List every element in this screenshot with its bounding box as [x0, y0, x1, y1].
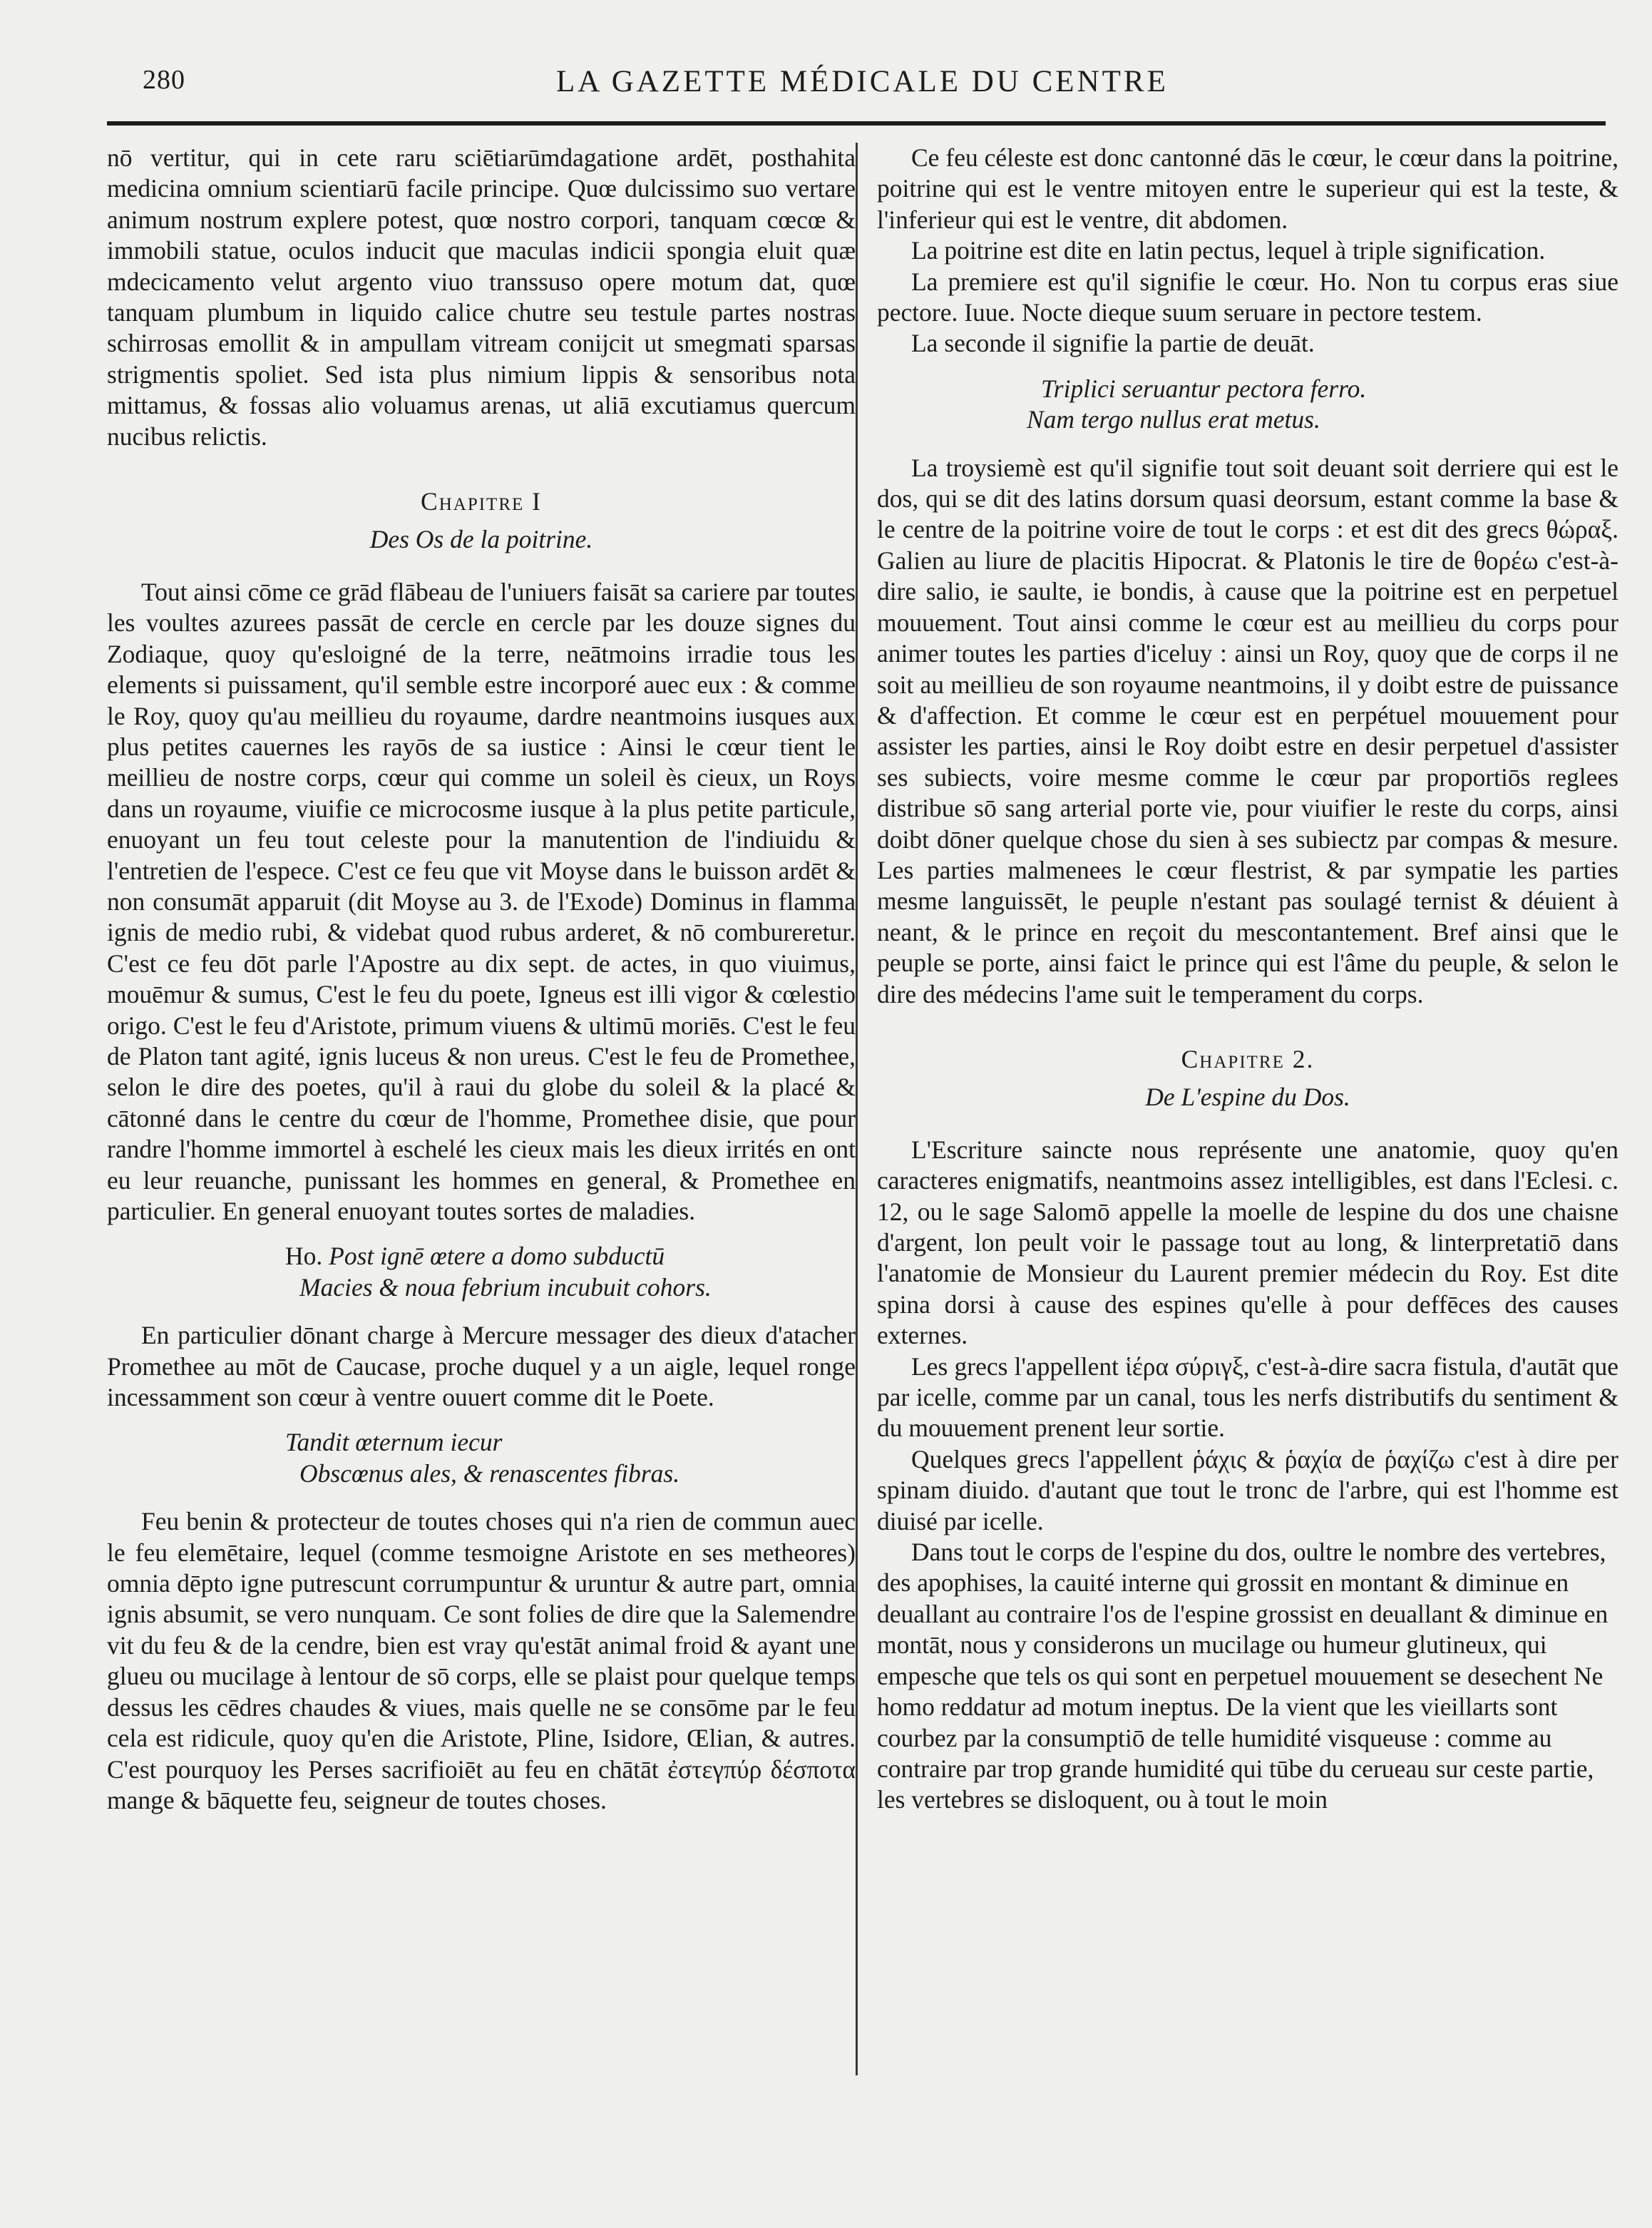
- verse-line: Nam tergo nullus erat metus.: [1027, 405, 1320, 434]
- paragraph: Feu benin & protecteur de toutes choses qui n'a rien de commun auec le feu elemētaire, lequel (comme tesmoigne Aristote en ses metheores) omnia dēpto igne putrescunt corrumpuntur & uruntur & autre part, omnia ignis absumit, se vero nunquam. Ce sont folies de dire que la Salemendre vit du feu & de la cendre, bien est vray qu'estāt animal froid & ayant une glueu ou mucilage à lentour de sō corps, elle se plaist pour quelque temps dessus les cēdres chaudes & viues, mais quelle ne se consōme par le feu cela est ridicule, quoy qu'en die Aristote, Pline, Isidore, Œlian, & autres. C'est pourquoy les Perses sacrifioiēt au feu en chātāt ἐστεγπύρ δέσποτα mange & bāquette feu, seigneur de toutes choses.: [107, 1507, 856, 1814]
- chapter-subheading: De L'espine du Dos.: [1145, 1083, 1350, 1112]
- verse-line: Obscœnus ales, & renascentes fibras.: [299, 1458, 680, 1488]
- chapter-heading: Chapitre 2.: [1181, 1044, 1315, 1073]
- paragraph: Ce feu céleste est donc cantonné dās le cœur, le cœur dans la poitrine, poitrine qui est le ventre mitoyen entre le superieur qui est la teste, & l'inferieur qui est le ventre, dit abdomen.: [877, 143, 1618, 234]
- paragraph: En particulier dōnant charge à Mercure messager des dieux d'atacher Promethee au mōt de Caucase, proche duquel y a un aigle, lequel ronge incessamment son cœur à ventre ouuert comme dit le Poete.: [107, 1321, 856, 1412]
- paragraph: La premiere est qu'il signifie le cœur. Ho. Non tu corpus eras siue pectore. Iuue. Nocte dieque suum seruare in pectore testem.: [877, 267, 1618, 327]
- running-title: LA GAZETTE MÉDICALE DU CENTRE: [556, 65, 1169, 98]
- verse-line: Macies & noua febrium incubuit cohors.: [299, 1272, 712, 1302]
- verse-line: [107, 1241, 856, 1272]
- verse-source-label: Ho.: [285, 1242, 323, 1271]
- chapter-subheading: Des Os de la poitrine.: [369, 525, 593, 554]
- column-divider: [856, 143, 858, 2075]
- paragraph: nō vertitur, qui in cete raru sciētiarūmdagatione ardēt, posthahita medicina omnium scientiarū facile principe. Quœ dulcissimo suo vertare animum nostrum explere potest, quœ nostro corpori, tanquam cœcœ & immobili statue, oculos inducit que maculas indicii spongia eluit quæ mdecicamento velut argento viuo transsuso opere motum dat, quœ tanquam plumbum in liquido calice chutre seu testule partes nostras schirrosas emollit & in ampullam vitream conijcit ut smegmati sparsas strigmentis spoliet. Sed ista plus nimium lippis & sensoribus nota mittamus, & fossas alio voluamus arenas, ut aliā excutiamus quercum nucibus relictis.: [107, 143, 856, 451]
- paragraph: La poitrine est dite en latin pectus, lequel à triple signification.: [911, 236, 1546, 265]
- paragraph: L'Escriture saincte nous représente une anatomie, quoy qu'en caracteres enigmatifs, neantmoins assez intelligibles, est dans l'Eclesi. c. 12, ou le sage Salomō appelle la moelle de lespine du dos une chaisne d'argent, lon peult voir le passage tout au long, & linterpretatiō dans l'anatomie de Monsieur du Laurent premier médecin du Roy. Est dite spina dorsi à cause des espines qu'elle à pour deffēces des causes externes.: [877, 1135, 1618, 1350]
- right-column: [877, 143, 1618, 1816]
- paragraph: Quelques grecs l'appellent ῥάχις & ῥαχία de ῥαχίζω c'est à dire per spinam diuido. d'autant que tout le tronc de l'arbre, qui est l'homme est diuisé par icelle.: [877, 1444, 1618, 1535]
- verse-text: Post ignē œtere a domo subductū: [329, 1242, 665, 1271]
- page-header: [143, 64, 1540, 107]
- left-column: [107, 143, 856, 1816]
- verse-line: Triplici seruantur pectora ferro.: [1041, 374, 1367, 403]
- verse-quote: [107, 1427, 856, 1489]
- verse-quote: [107, 1241, 856, 1303]
- verse-quote: [877, 374, 1618, 436]
- verse-line: Tandit œternum iecur: [285, 1428, 503, 1457]
- paragraph: Les grecs l'appellent ἱέρα σύριγξ, c'est-à-dire sacra fistula, d'autāt que par icelle, comme par un canal, tous les nerfs distributifs du sentiment & du mouuement prenent leur sortie.: [877, 1351, 1618, 1443]
- paragraph: La seconde il signifie la partie de deuāt.: [911, 329, 1315, 358]
- paragraph: Dans tout le corps de l'espine du dos, oultre le nombre des vertebres, des apophises, la cauité interne qui grossit en montant & diminue en deuallant au contraire l'os de l'espine grossist en deuallant & diminue en montāt, nous y considerons un mucilage ou humeur glutineux, qui empesche que tels os qui sont en perpetuel mouuement se desechent Ne homo reddatur ad motum ineptus. De la vient que les vieillarts sont courbez par la consumptiō de telle humidité visqueuse : comme au contraire par trop grande humidité qui tūbe du cerueau sur ceste partie, les vertebres se disloquent, ou à tout le moin: [877, 1538, 1609, 1814]
- page-number: 280: [143, 65, 185, 95]
- chapter-heading: Chapitre I: [421, 487, 542, 516]
- paragraph: Tout ainsi cōme ce grād flābeau de l'uniuers faisāt sa cariere par toutes les voultes azurees passāt de cercle en cercle par les douze signes du Zodiaque, quoy qu'esloigné de la terre, neātmoins irradie tous les elements si puissament, qu'il semble estre incorporé auec eux : & comme le Roy, quoy qu'au meillieu du royaume, dardre neantmoins iusques aux plus petites cauernes les rayōs de sa iustice : Ainsi le cœur tient le meillieu de nostre corps, cœur qui comme un soleil ès cieux, un Roys dans un royaume, viuifie ce microcosme iusque à la plus petite particule, enuoyant un feu tout celeste pour la manutention de l'indiuidu & l'entretien de l'espece. C'est ce feu que vit Moyse dans le buisson ardēt & non consumāt apparuit (dit Moyse au 3. de l'Exode) Dominus in flamma ignis de medio rubi, & videbat quod rubus arderet, & nō combureretur. C'est ce feu dōt parle l'Apostre au dix sept. de actes, in quo viuimus, mouēmur & sumus, C'est le feu du poete, Igneus est illi vigor & cœlestio origo. C'est le feu d'Aristote, primum viuens & ultimū moriēs. C'est le feu de Platon tant agité, ignis luceus & non ureus. C'est le feu de Promethee, selon le dire des poetes, qu'il à raui du globe du soleil & la placé & cātonné dans le centre du cœur de l'homme, Promethee disie, que pour randre l'homme immortel à eschelé les cieux mais les dieux irrités en ont eu leur reuanche, punissant les hommes en general, & Promethee en particulier. En general enuoyant toutes sortes de maladies.: [107, 577, 856, 1225]
- header-rule: [107, 121, 1606, 126]
- paragraph: La troysiemè est qu'il signifie tout soit deuant soit derriere qui est le dos, qui se dit des latins dorsum quasi deorsum, estant comme la base & le centre de la poitrine voire de tout le corps : et est dit des grecs θώραξ. Galien au liure de placitis Hipocrat. & Platonis le tire de θορέω c'est-à-dire salio, ie saulte, ie bondis, à cause que la poitrine est en perpetuel mouuement. Tout ainsi comme le cœur est au meillieu du corps pour animer toutes les parties d'iceluy : ainsi un Roy, quoy que de corps il ne soit au meillieu de son royaume neantmoins, il y doibt estre de puissance & d'affection. Et comme le cœur est en perpétuel mouuement pour assister les parties, ainsi le Roy doibt estre en desir perpetuel d'assister ses subiects, voire mesme comme le cœur par proportiōs reglees distribue sō sang arterial porte vie, pour viuifier le reste du corps, ainsi doibt dōner quelque chose du sien à ses subiectz par compas & mesure. Les parties malmenees le cœur flestrist, & par sympatie les parties mesme languissēt, le peuple n'estant pas soulagé ternist & déuient à neant, & le prince en reçoit du mescontantement. Bref ainsi que le peuple se porte, ainsi faict le prince qui est l'âme du peuple, & selon le dire des médecins l'ame suit le temperament du corps.: [877, 453, 1618, 1008]
